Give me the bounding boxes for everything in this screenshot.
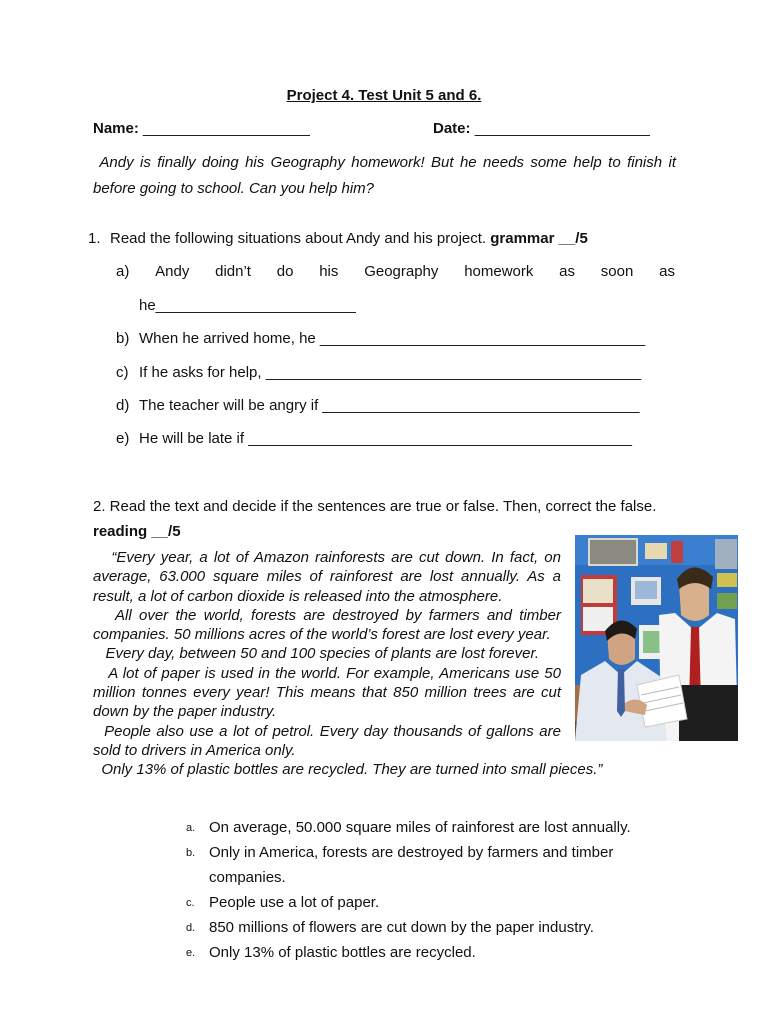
item-a-word: his: [319, 263, 339, 280]
statement-label: a.: [186, 822, 196, 834]
statement-a: [186, 815, 649, 840]
item-a-word: Andy: [155, 263, 190, 280]
item-text: When he arrived home, he _______________________________________: [139, 330, 646, 347]
item-a-word: soon: [600, 263, 634, 280]
statement-b: [186, 840, 649, 890]
statement-label: b.: [186, 847, 196, 859]
item-label: e): [116, 430, 130, 447]
statement-text: Only in America, forests are destroyed by farmers and timber companies.: [209, 844, 614, 886]
statement-text: 850 millions of flowers are cut down by the paper industry.: [209, 919, 594, 936]
section1-score: grammar __/5: [490, 230, 588, 247]
statement-text: On average, 50.000 square miles of rainforest are lost annually.: [209, 819, 631, 836]
passage-paragraph: All over the world, forests are destroyed by farmers and timber companies. 50 millions acres of the world’s forest are lost every year.: [93, 606, 561, 644]
item-a-label: a): [116, 263, 130, 280]
passage-paragraph: People also use a lot of petrol. Every day thousands of gallons are sold to drivers in America only.: [93, 722, 561, 759]
statement-label: d.: [186, 922, 196, 934]
statement-text: Only 13% of plastic bottles are recycled.: [209, 944, 476, 961]
date-field: [433, 120, 650, 137]
passage-paragraph: “Every year, a lot of Amazon rainforests are cut down. In fact, on average, 63.000 square miles of rainforest are lost annually. As a result, a lot of carbon dioxide is released into the atmosphere.: [93, 549, 561, 605]
item-a-word: Geography: [364, 263, 439, 280]
statement-e: [186, 940, 649, 965]
intro-text: Andy is finally doing his Geography homework! But he needs some help to finish it before going to school. Can you help him?: [93, 154, 676, 197]
statement-label: c.: [186, 897, 195, 909]
date-blank: _____________________: [474, 120, 650, 137]
passage-paragraph: A lot of paper is used in the world. For example, Americans use 50 million tonnes every year! This means that 850 million trees are cut down by the paper industry.: [93, 664, 561, 721]
item-a-word: didn’t: [215, 263, 251, 280]
item-a: [116, 263, 675, 280]
item-text: He will be late if ______________________________________________: [139, 430, 632, 447]
name-label: Name:: [93, 120, 139, 137]
classroom-photo: [575, 535, 738, 741]
item-text: If he asks for help, _____________________________________________: [139, 364, 642, 381]
item-label: c): [116, 364, 129, 381]
item-a-word: as: [559, 263, 576, 280]
item-a-word: as: [659, 263, 675, 280]
item-d: [116, 397, 639, 414]
date-label: Date:: [433, 120, 471, 137]
name-blank: ____________________: [143, 120, 310, 137]
item-b: [116, 330, 645, 347]
item-a-continuation: he________________________: [139, 297, 356, 314]
passage-paragraph: Only 13% of plastic bottles are recycled. They are turned into small pieces.”: [101, 761, 603, 779]
statement-text: People use a lot of paper.: [209, 894, 380, 911]
section1-instruction: Read the following situations about Andy and his project.: [110, 230, 487, 247]
section2-score: reading __/5: [93, 523, 181, 540]
item-a-word: do: [276, 263, 294, 280]
section1-number: 1.: [88, 230, 101, 247]
reading-passage: [93, 548, 603, 780]
item-label: b): [116, 330, 130, 347]
name-field: [93, 120, 310, 137]
section1-heading: [88, 230, 588, 247]
statement-label: e.: [186, 947, 196, 959]
passage-paragraph: Every day, between 50 and 100 species of plants are lost forever.: [105, 645, 540, 663]
statement-c: [186, 890, 649, 915]
item-label: d): [116, 397, 130, 414]
statement-d: [186, 915, 649, 940]
item-c: [116, 364, 641, 381]
item-text: The teacher will be angry if ______________________________________: [139, 397, 640, 414]
item-e: [116, 430, 632, 447]
page-title: Project 4. Test Unit 5 and 6.: [286, 87, 482, 104]
section2-instruction: 2. Read the text and decide if the sentences are true or false. Then, correct the false.: [93, 498, 657, 515]
item-a-word: homework: [464, 263, 534, 280]
true-false-statements: [186, 815, 649, 965]
